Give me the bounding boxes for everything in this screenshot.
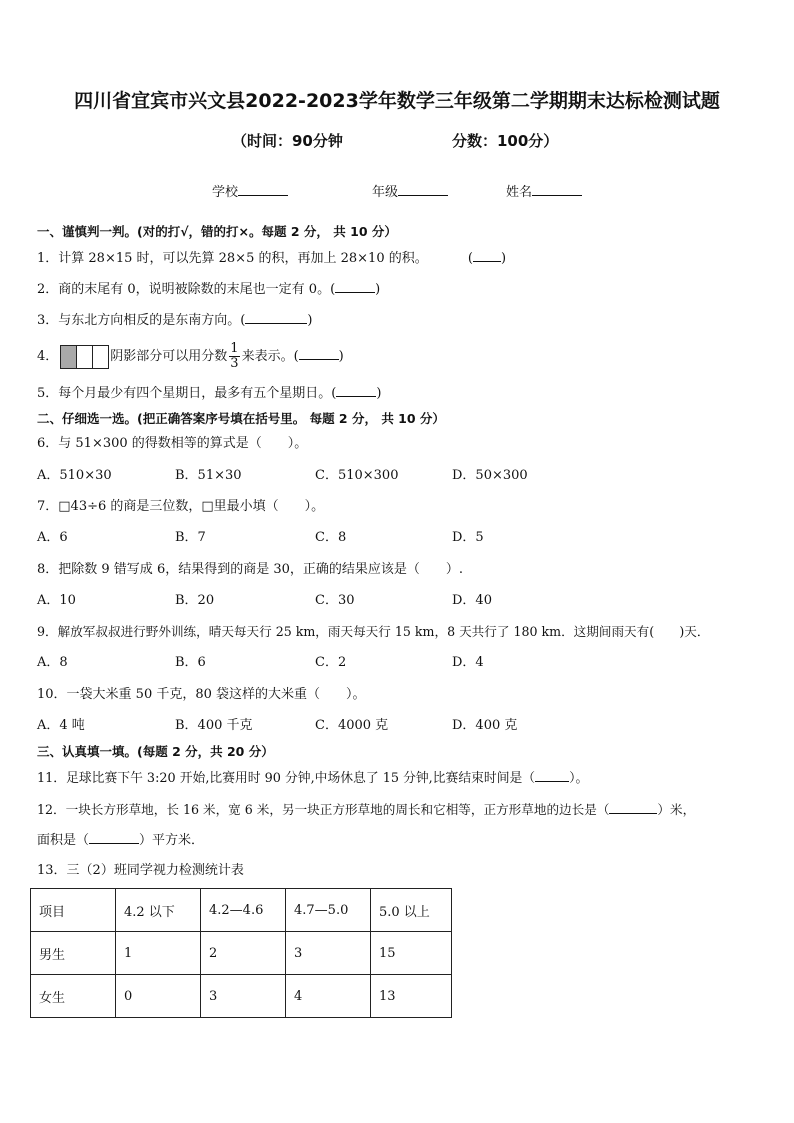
name-blank[interactable] [532,183,582,196]
table-cell: 女生 [31,975,116,1018]
table-row [31,889,452,932]
question-2-answer-blank[interactable] [335,280,375,293]
option-d[interactable]: D．4 [452,655,484,670]
option-a[interactable]: A．4 吨 [37,718,85,733]
question-11: 11．足球比赛下午 3:20 开始,比赛用时 90 分钟,中场休息了 15 分钟,比赛结束时间是（ ）。 [37,771,589,786]
option-d[interactable]: D．5 [452,530,484,545]
table-cell: 13 [371,975,452,1018]
grade-label: 年级 [372,185,399,200]
table-cell: 项目 [31,889,116,932]
page-title: 四川省宜宾市兴文县2022-2023学年数学三年级第二学期期末达标检测试题 [74,90,720,112]
option-d[interactable]: D．400 克 [452,718,518,733]
question-4-text: 阴影部分可以用分数 [110,349,228,364]
option-d[interactable]: D．50×300 [452,468,528,483]
option-c[interactable]: C．30 [315,593,355,608]
table-cell: 4.7—5.0 [286,889,371,932]
option-a[interactable]: A．510×30 [37,468,112,483]
table-cell: 0 [116,975,201,1018]
option-c[interactable]: C．510×300 [315,468,399,483]
question-1-answer[interactable]: ( ) [467,251,507,266]
question-6: 6．与 51×300 的得数相等的算式是（ ）。 [37,436,308,451]
table-cell: 4 [286,975,371,1018]
question-2: 2．商的末尾有 0，说明被除数的末尾也一定有 0。( ) [37,282,381,297]
question-5-text: 5．每个月最少有四个星期日，最多有五个星期日。( [37,386,337,401]
table-cell: 1 [116,932,201,975]
option-a[interactable]: A．8 [37,655,68,670]
question-3-text: 3．与东北方向相反的是东南方向。( [37,313,246,328]
exam-score: 分数：100分） [452,132,559,150]
section-3-heading: 三、认真填一填。(每题 2 分，共 20 分） [37,744,274,759]
question-13: 13．三（2）班同学视力检测统计表 [37,863,244,878]
option-b[interactable]: B．7 [175,530,206,545]
blank-cell [76,345,93,369]
name-field [506,181,582,200]
question-12: 12．一块长方形草地，长 16 米，宽 6 米，另一块正方形草地的周长和它相等，正方形草地的边长是（ ）米， [37,802,696,817]
question-11-text: 11．足球比赛下午 3:20 开始,比赛用时 90 分钟,中场休息了 15 分钟,比赛结束时间是（ [37,771,536,786]
option-b[interactable]: B．51×30 [175,468,242,483]
option-b[interactable]: B．20 [175,593,215,608]
question-7: 7．□43÷6 的商是三位数，□里最小填（ ）。 [37,499,325,514]
shaded-rectangle-figure [60,345,108,369]
question-1-text: 1．计算 28×15 时，可以先算 28×5 的积，再加上 28×10 的积。 [37,251,428,266]
question-1 [37,249,506,268]
question-12-area-blank[interactable] [89,831,139,844]
question-12-text: 12．一块长方形草地，长 16 米，宽 6 米，另一块正方形草地的周长和它相等，正方形草地的边长是（ [37,802,610,817]
table-cell: 3 [286,932,371,975]
question-11-answer-blank[interactable] [535,769,569,782]
table-cell: 3 [201,975,286,1018]
question-4-text-end: 来表示。( [241,349,299,364]
question-5: 5．每个月最少有四个星期日，最多有五个星期日。( ) [37,386,382,401]
question-10: 10．一袋大米重 50 千克，80 袋这样的大米重（ ）。 [37,687,366,702]
table-cell: 5.0 以上 [371,889,452,932]
question-12-area-text: 面积是（ [37,833,90,848]
option-c[interactable]: C．8 [315,530,347,545]
question-4-number: 4． [37,349,59,364]
section-2-heading: 二、仔细选一选。(把正确答案序号填在括号里。 每题 2 分， 共 10 分） [37,411,445,426]
school-blank[interactable] [238,183,288,196]
section-1-heading: 一、谨慎判一判。(对的打√，错的打×。每题 2 分， 共 10 分） [37,224,397,239]
shaded-cell [60,345,77,369]
table-cell: 2 [201,932,286,975]
table-cell: 4.2 以下 [116,889,201,932]
question-12-line-2: 面积是（ ）平方米． [37,833,205,848]
table-cell: 4.2—4.6 [201,889,286,932]
question-5-answer-blank[interactable] [336,384,376,397]
option-d[interactable]: D．40 [452,593,492,608]
table-cell: 15 [371,932,452,975]
question-8: 8．把除数 9 错写成 6，结果得到的商是 30，正确的结果应该是（ ）. [37,562,464,577]
grade-blank[interactable] [398,183,448,196]
question-4-answer-blank[interactable] [299,347,339,360]
vision-stats-table [30,888,452,1018]
school-field [212,181,288,200]
question-4: 4． 阴影部分可以用分数 $\frac{1}{3}$ 来表示。( ) [37,341,344,371]
question-2-text: 2．商的末尾有 0，说明被除数的末尾也一定有 0。( [37,282,336,297]
option-b[interactable]: B．6 [175,655,206,670]
option-c[interactable]: C．4000 克 [315,718,389,733]
blank-cell [92,345,109,369]
exam-time: （时间：90分钟 [232,132,343,150]
question-9: 9．解放军叔叔进行野外训练，晴天每天行 25 km，雨天每天行 15 km，8 天共行了 180 km．这期间雨天有( )天． [37,624,710,639]
grade-field [372,181,448,200]
option-c[interactable]: C．2 [315,655,347,670]
school-label: 学校 [212,185,239,200]
fraction-one-third: $\frac{1}{3}$ [230,341,239,371]
question-12-side-blank[interactable] [609,801,657,814]
table-row [31,932,452,975]
option-a[interactable]: A．10 [37,593,76,608]
option-a[interactable]: A．6 [37,530,68,545]
question-3: 3．与东北方向相反的是东南方向。( ) [37,313,313,328]
question-3-answer-blank[interactable] [245,311,307,324]
table-cell: 男生 [31,932,116,975]
table-row [31,975,452,1018]
option-b[interactable]: B．400 千克 [175,718,253,733]
name-label: 姓名 [506,185,533,200]
